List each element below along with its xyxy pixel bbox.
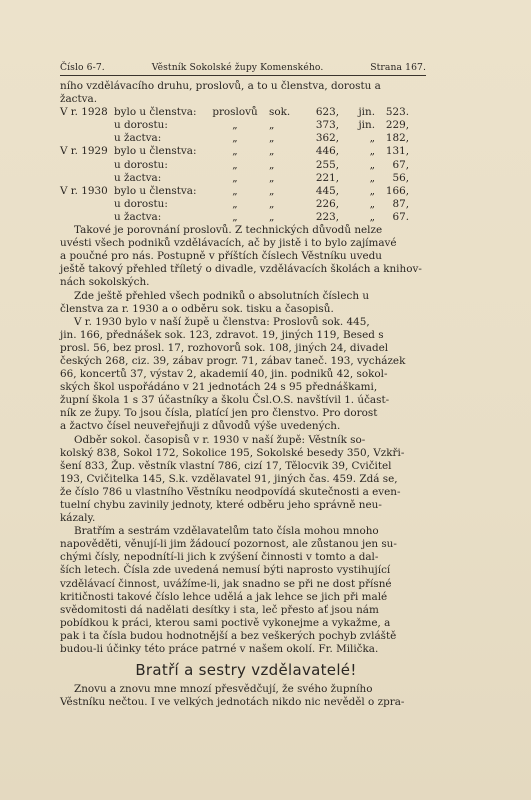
text-line: že číslo 786 u vlastního Věstníku neodpovídá skutečnosti a even- xyxy=(60,485,401,498)
text-line: kritičnosti takové číslo lehce udělá a jak lehce se jich při malé xyxy=(60,590,388,603)
stats-cell-n2: 67, xyxy=(392,158,409,171)
text-line: nách sokolských. xyxy=(60,276,150,289)
stats-cell-n1: 362, xyxy=(315,132,339,145)
stats-row xyxy=(60,159,432,172)
text-line: V r. 1930 bylo v naší župě u členstva: Proslovů sok. 445, xyxy=(74,315,370,328)
stats-cell-n2: 87, xyxy=(392,197,409,210)
text-line: prosl. 56, bez prosl. 17, rozhovorů sok. 108, jiných 24, divadel xyxy=(60,341,389,354)
page-number: Strana 167. xyxy=(370,62,426,73)
stats-cell-q2: jin. xyxy=(358,106,375,119)
stats-cell-cat: u žactva: xyxy=(114,171,162,184)
stats-row xyxy=(60,211,432,224)
text-line: Odběr sokol. časopisů v r. 1930 v naší župě: Věstník so- xyxy=(74,433,366,446)
stats-cell-year xyxy=(60,198,114,211)
text-line: a žactvo čísel neuveřejňuji z důvodů výše uvedených. xyxy=(60,420,341,433)
text-line: Zde ještě přehled všech podniků o absolutních číslech u xyxy=(74,289,370,302)
section-heading: Bratří a sestry vzdělavatelé! xyxy=(135,661,357,680)
article-body xyxy=(60,80,432,709)
text-line: napověděti, věnují-li jim žádoucí pozornost, ale zůstanou jen su- xyxy=(60,538,397,551)
stats-cell-a: „ xyxy=(232,210,238,223)
stats-cell-q2: „ xyxy=(369,171,375,184)
stats-cell-q2: „ xyxy=(369,158,375,171)
page-header xyxy=(60,62,426,76)
stats-cell-n1: 226, xyxy=(315,197,339,210)
stats-cell-cat: u dorostu: xyxy=(114,158,168,171)
text-line: ník ze župy. To jsou čísla, platící jen pro členstvo. Pro dorost xyxy=(60,407,378,420)
issue-number: Číslo 6-7. xyxy=(60,62,105,73)
paragraph-overview xyxy=(60,290,432,316)
stats-row xyxy=(60,132,432,145)
stats-cell-n1: 446, xyxy=(315,145,339,158)
journal-title: Věstník Sokolské župy Komenského. xyxy=(151,62,324,73)
text-line: žactva. xyxy=(60,93,98,106)
text-line: chými čísly, nepodnítí-li jich k zvýšení činnosti v tomto a dal- xyxy=(60,551,379,564)
stats-cell-q2: „ xyxy=(369,210,375,223)
text-line: ších letech. Čísla zde uvedená nemusí býti naprosto vystihující xyxy=(60,564,391,577)
stats-cell-q1: „ xyxy=(269,197,275,210)
text-line: kázaly. xyxy=(60,512,96,525)
stats-cell-a: „ xyxy=(232,184,238,197)
stats-cell-year: V r. 1930 xyxy=(60,184,108,197)
text-line: jin. 166, přednášek sok. 123, zdravot. 19, jiných 119, Besed s xyxy=(60,328,384,341)
text-line: 66, koncertů 37, výstav 2, akademií 40, jin. podniků 42, sokol- xyxy=(60,368,388,381)
paragraph-1930-events xyxy=(60,316,432,434)
stats-cell-a: „ xyxy=(232,158,238,171)
stats-cell-year xyxy=(60,132,114,145)
stats-cell-a: „ xyxy=(232,119,238,132)
stats-cell-n1: 623, xyxy=(315,106,339,119)
stats-cell-n1: 255, xyxy=(315,158,339,171)
stats-cell-year xyxy=(60,159,114,172)
text-line: Takové je porovnání proslovů. Z technických důvodů nelze xyxy=(74,224,383,237)
paragraph-comparison xyxy=(60,224,432,289)
stats-cell-q1: „ xyxy=(269,184,275,197)
stats-cell-n2: 523. xyxy=(385,106,409,119)
stats-cell-n1: 373, xyxy=(315,119,339,132)
paragraph-next-article xyxy=(60,683,432,709)
text-line: českých 268, ciz. 39, zábav progr. 71, zábav taneč. 193, vycházek xyxy=(60,354,406,367)
stats-cell-q1: „ xyxy=(269,145,275,158)
stats-row xyxy=(60,185,432,198)
stats-cell-n2: 131, xyxy=(385,145,409,158)
text-line: členstva za r. 1930 a o odběru sok. tisku a časopisů. xyxy=(60,302,334,315)
text-line: Bratřím a sestrám vzdělavatelům tato čísla mohou mnoho xyxy=(74,525,379,538)
stats-cell-q1: „ xyxy=(269,119,275,132)
stats-cell-n2: 67. xyxy=(392,210,409,223)
stats-cell-q1: sok. xyxy=(269,106,291,119)
stats-row xyxy=(60,145,432,158)
stats-cell-n2: 229, xyxy=(385,119,409,132)
text-line: svědomitosti dá nadělati desítky i sta, leč přesto ať jsou nám xyxy=(60,603,379,616)
stats-cell-a: „ xyxy=(232,132,238,145)
paragraph-appeal xyxy=(60,525,432,656)
stats-cell-n1: 445, xyxy=(315,184,339,197)
stats-cell-year xyxy=(60,172,114,185)
text-line: Znovu a znovu mne mnozí přesvědčují, že svého župního xyxy=(74,683,373,696)
stats-table xyxy=(60,106,432,224)
stats-cell-q2: jin. xyxy=(358,119,375,132)
stats-cell-cat: bylo u členstva: xyxy=(114,106,197,119)
stats-row xyxy=(60,106,432,119)
text-line: Věstníku nečtou. I ve velkých jednotách nikdo nic nevěděl o zpra- xyxy=(60,696,405,709)
stats-row xyxy=(60,172,432,185)
text-line: pak i ta čísla budou hodnotnější a bez veškerých pochyb zvláště xyxy=(60,629,397,642)
text-line: 193, Cvičitelka 145, S.k. vzdělavatel 91, jiných čas. 459. Zdá se, xyxy=(60,472,398,485)
text-line: uvésti všech podniků vzdělávacích, ač by jistě i to bylo zajímavé xyxy=(60,237,397,250)
stats-cell-n1: 221, xyxy=(315,171,339,184)
stats-cell-a: „ xyxy=(232,171,238,184)
stats-cell-q1: „ xyxy=(269,210,275,223)
text-line: pobídkou k práci, kterou sami poctivě vykonejme a vykažme, a xyxy=(60,616,391,629)
text-line: a poučné pro nás. Postupně v příštích číslech Věstníku uvedu xyxy=(60,250,382,263)
stats-cell-q1: „ xyxy=(269,171,275,184)
stats-cell-q2: „ xyxy=(369,197,375,210)
intro-paragraph xyxy=(60,80,432,106)
stats-cell-cat: u žactva: xyxy=(114,132,162,145)
paragraph-periodicals xyxy=(60,434,432,526)
stats-cell-cat: bylo u členstva: xyxy=(114,145,197,158)
stats-cell-n2: 56, xyxy=(392,171,409,184)
stats-row xyxy=(60,198,432,211)
stats-cell-q2: „ xyxy=(369,132,375,145)
text-line: tuelní chybu zavinily jednoty, které odběru jeho správně neu- xyxy=(60,499,382,511)
text-line: ního vzdělávacího druhu, proslovů, a to u členstva, dorostu a xyxy=(60,80,381,92)
stats-cell-year xyxy=(60,119,114,132)
stats-cell-a: „ xyxy=(232,145,238,158)
text-line: kolský 838, Sokol 172, Sokolice 195, Sokolské besedy 350, Vzkři- xyxy=(60,446,405,459)
stats-cell-cat: u dorostu: xyxy=(114,197,168,210)
stats-cell-q1: „ xyxy=(269,132,275,145)
stats-cell-cat: u žactva: xyxy=(114,210,162,223)
stats-cell-cat: bylo u členstva: xyxy=(114,184,197,197)
stats-cell-n2: 182, xyxy=(385,132,409,145)
text-line: vzdělávací činnost, uvážíme-li, jak snadno se při ne dost přísné xyxy=(60,577,392,590)
stats-cell-a: proslovů xyxy=(212,106,258,119)
text-line: ských škol uspořádáno v 21 jednotách 24 s 95 přednáškami, xyxy=(60,381,378,394)
stats-cell-cat: u dorostu: xyxy=(114,119,168,132)
stats-cell-q1: „ xyxy=(269,158,275,171)
text-line: budou-li účinky této práce patrné v našem okolí. Fr. Milička. xyxy=(60,643,379,656)
stats-cell-a: „ xyxy=(232,197,238,210)
stats-cell-year xyxy=(60,211,114,224)
stats-cell-year: V r. 1929 xyxy=(60,145,108,158)
stats-cell-q2: „ xyxy=(369,145,375,158)
stats-cell-n1: 223, xyxy=(315,210,339,223)
stats-cell-n2: 166, xyxy=(385,184,409,197)
stats-cell-year: V r. 1928 xyxy=(60,106,108,119)
text-line: ještě takový přehled tříletý o divadle, vzdělávacích školách a knihov- xyxy=(60,263,422,276)
stats-row xyxy=(60,119,432,132)
text-line: župní škola 1 s 37 účastníky a školu Čsl.O.S. navštívil 1. účast- xyxy=(60,394,390,407)
stats-cell-q2: „ xyxy=(369,184,375,197)
text-line: šení 833, Žup. věstník vlastní 786, cizí 17, Tělocvik 39, Cvičitel xyxy=(60,459,392,472)
